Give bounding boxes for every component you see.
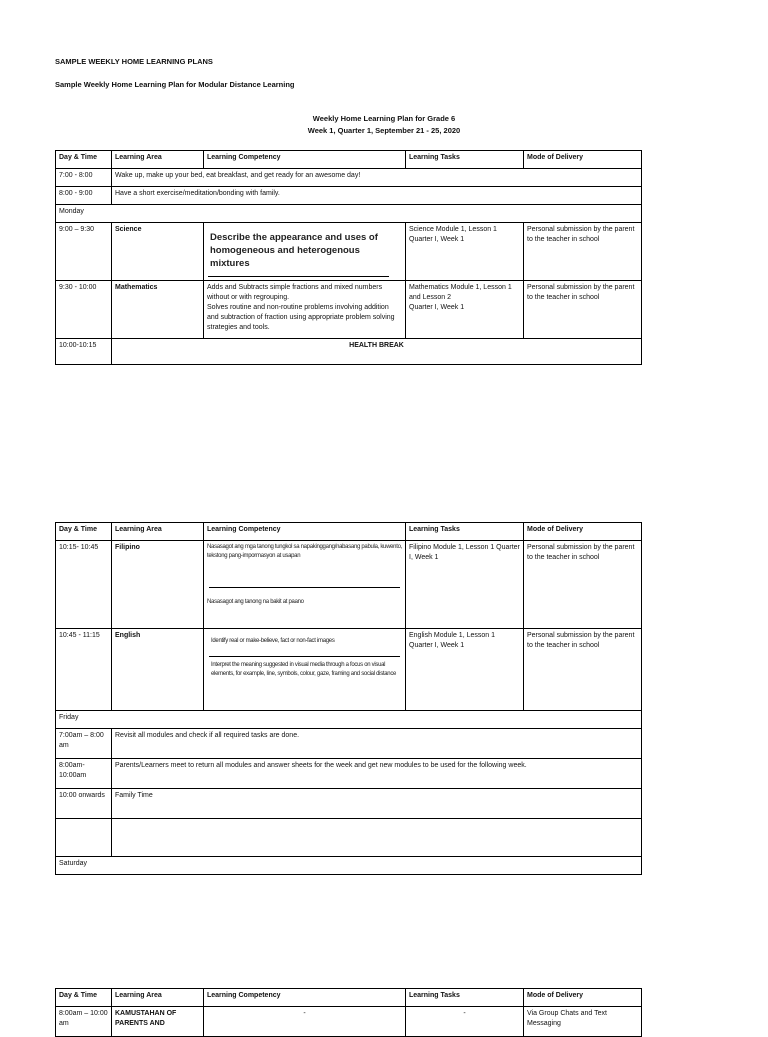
table-row (56, 629, 642, 711)
table-row (56, 339, 642, 365)
header-learning-competency: Learning Competency (204, 989, 406, 1007)
header-mode-of-delivery: Mode of Delivery (524, 523, 642, 541)
table-header-row (56, 523, 642, 541)
header-mode-of-delivery: Mode of Delivery (524, 989, 642, 1007)
learning-area-cell: English (112, 629, 204, 711)
header-mode-of-delivery: Mode of Delivery (524, 151, 642, 169)
health-break-label: HEALTH BREAK (112, 339, 642, 365)
header-learning-competency: Learning Competency (204, 151, 406, 169)
table-row (56, 1007, 642, 1037)
header-day-time: Day & Time (56, 151, 112, 169)
table-header-row (56, 151, 642, 169)
underline-divider (209, 656, 400, 657)
competency-cell (204, 629, 406, 711)
time-cell: 8:00am- 10:00am (56, 759, 112, 789)
header-learning-competency: Learning Competency (204, 523, 406, 541)
empty-cell (112, 819, 642, 857)
activity-cell: Parents/Learners meet to return all modules and answer sheets for the week and get new modules to be used for the following week. (112, 759, 642, 789)
competency-image-text: Describe the appearance and uses of homogeneous and heterogenous mixtures (210, 232, 378, 269)
tasks-cell (406, 281, 524, 339)
header-learning-area: Learning Area (112, 523, 204, 541)
plan-title: Weekly Home Learning Plan for Grade 6 (312, 114, 456, 123)
time-cell: 10:45 - 11:15 (56, 629, 112, 711)
header-learning-tasks: Learning Tasks (406, 523, 524, 541)
competency-image-text: Nasasagot ang mga tanong tungkol sa napakinggang/nabasang pabula, kuwento, tekstong pang-impormasyon at usapan (207, 544, 402, 559)
mode-cell: Personal submission by the parent to the teacher in school (524, 281, 642, 339)
competency-image-text: Identify real or make-believe, fact or non-fact images (211, 638, 335, 644)
time-cell: 10:15- 10:45 (56, 541, 112, 629)
mode-cell: Personal submission by the parent to the teacher in school (524, 223, 642, 281)
competency-image-text: Nasasagot ang tanong na bakit at paano (207, 599, 304, 605)
day-row (56, 205, 642, 223)
activity-cell: Have a short exercise/meditation/bonding with family. (112, 187, 642, 205)
document-subtitle: Sample Weekly Home Learning Plan for Modular Distance Learning (55, 80, 295, 89)
header-learning-tasks: Learning Tasks (406, 151, 524, 169)
time-cell: 7:00 - 8:00 (56, 169, 112, 187)
competency-cell (204, 223, 406, 281)
time-cell: 8:00 - 9:00 (56, 187, 112, 205)
time-cell: 9:30 - 10:00 (56, 281, 112, 339)
table-row (56, 187, 642, 205)
table-row (56, 789, 642, 819)
underline-divider (209, 587, 400, 588)
day-label: Monday (56, 205, 642, 223)
table-header-row (56, 989, 642, 1007)
mode-cell: Via Group Chats and Text Messaging (524, 1007, 642, 1037)
mode-cell: Personal submission by the parent to the teacher in school (524, 541, 642, 629)
learning-area-cell: KAMUSTAHAN OF PARENTS AND (112, 1007, 204, 1037)
header-day-time: Day & Time (56, 989, 112, 1007)
competency-line: Adds and Subtracts simple fractions and mixed numbers without or with regrouping. (207, 284, 383, 301)
tasks-cell: Science Module 1, Lesson 1 Quarter I, Week 1 (406, 223, 524, 281)
task-line: Mathematics Module 1, Lesson 1 and Lesson 2 (409, 284, 512, 301)
plan-table-1 (55, 150, 642, 365)
plan-table-3 (55, 988, 642, 1037)
learning-area-cell: Filipino (112, 541, 204, 629)
plan-table-2 (55, 522, 642, 875)
empty-cell (56, 819, 112, 857)
time-cell: 10:00 onwards (56, 789, 112, 819)
table-row (56, 541, 642, 629)
competency-line: Solves routine and non-routine problems involving addition and subtraction of fraction using appropriate problem solving strategies and tools. (207, 304, 395, 331)
competency-cell (204, 281, 406, 339)
table-row (56, 281, 642, 339)
day-row (56, 857, 642, 875)
competency-image-text: Interpret the meaning suggested in visual media through a focus on visual elements, for example, line, symbols, colour, gaze, framing and social distance (211, 662, 397, 677)
time-cell: 7:00am – 8:00 am (56, 729, 112, 759)
activity-cell: Family Time (112, 789, 642, 819)
learning-area-cell: Science (112, 223, 204, 281)
activity-cell: Wake up, make up your bed, eat breakfast, and get ready for an awesome day! (112, 169, 642, 187)
competency-cell (204, 541, 406, 629)
day-label: Friday (56, 711, 642, 729)
time-cell: 8:00am – 10:00 am (56, 1007, 112, 1037)
day-label: Saturday (56, 857, 642, 875)
document-title: SAMPLE WEEKLY HOME LEARNING PLANS (55, 57, 213, 66)
header-learning-tasks: Learning Tasks (406, 989, 524, 1007)
header-learning-area: Learning Area (112, 989, 204, 1007)
learning-area-cell: Mathematics (112, 281, 204, 339)
plan-week: Week 1, Quarter 1, September 21 - 25, 2020 (307, 126, 461, 135)
tasks-cell: - (406, 1007, 524, 1037)
tasks-cell: Filipino Module 1, Lesson 1 Quarter I, Week 1 (406, 541, 524, 629)
activity-cell: Revisit all modules and check if all required tasks are done. (112, 729, 642, 759)
table-row (56, 169, 642, 187)
tasks-cell: English Module 1, Lesson 1 Quarter I, Week 1 (406, 629, 524, 711)
time-cell: 9:00 – 9:30 (56, 223, 112, 281)
mode-cell: Personal submission by the parent to the teacher in school (524, 629, 642, 711)
header-learning-area: Learning Area (112, 151, 204, 169)
underline-divider (208, 276, 389, 277)
header-day-time: Day & Time (56, 523, 112, 541)
time-cell: 10:00-10:15 (56, 339, 112, 365)
table-row (56, 223, 642, 281)
day-row (56, 711, 642, 729)
empty-row (56, 819, 642, 857)
task-line: Quarter I, Week 1 (409, 304, 465, 311)
table-row (56, 759, 642, 789)
competency-cell: - (204, 1007, 406, 1037)
table-row (56, 729, 642, 759)
